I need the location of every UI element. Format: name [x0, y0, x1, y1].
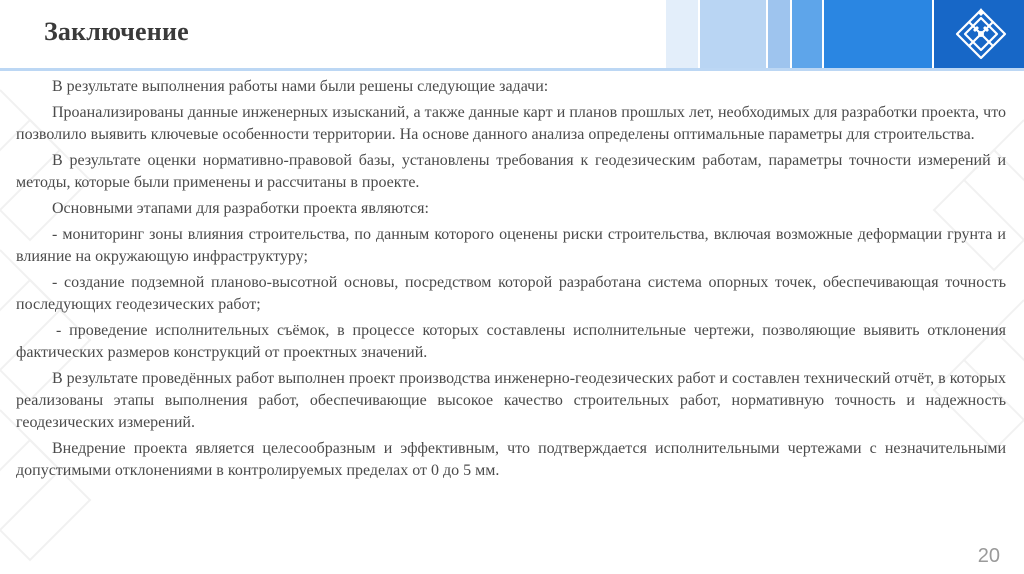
header-stripe	[824, 0, 932, 68]
paragraph: В результате оценки нормативно-правовой базы, установлены требования к геодезическим работам, параметры точности измерений и методы, которые были применены и рассчитаны в проекте.	[16, 152, 1006, 191]
paragraph: В результате проведённых работ выполнен проект производства инженерно-геодезических работ и составлен технический отчёт, в которых реализованы этапы выполнения работ, обеспечивающие высокое качество строительных работ, нормативную точность и надежность геодезических измерений.	[16, 370, 1006, 431]
slide-title: Заключение	[44, 17, 189, 46]
mining-university-emblem-icon	[953, 6, 1009, 62]
header-stripe	[666, 0, 698, 68]
list-item: - создание подземной планово-высотной основы, посредством которой разработана система опорных точек, обеспечивающая точность последующих геодезических работ;	[16, 274, 1006, 313]
slide-header	[0, 0, 1024, 72]
paragraph: Проанализированы данные инженерных изысканий, а также данные карт и планов прошлых лет, необходимых для разработки проекта, что позволило выявить ключевые особенности территории. На основе данного анализа определены оптимальные параметры для строительства.	[16, 104, 1006, 143]
paragraph: В результате выполнения работы нами были решены следующие задачи:	[52, 78, 549, 95]
conclusion-text	[16, 76, 1006, 486]
header-stripe	[792, 0, 822, 68]
header-stripe	[700, 0, 766, 68]
paragraph: Внедрение проекта является целесообразным и эффективным, что подтверждается исполнительными чертежами с незначительными допустимыми отклонениями в контролируемых пределах от 0 до 5 мм.	[16, 440, 1006, 479]
header-stripe	[768, 0, 790, 68]
list-item: - проведение исполнительных съёмок, в процессе которых составлены исполнительные чертежи, позволяющие выявить отклонения фактических размеров конструкций от проектных значений.	[16, 322, 1006, 361]
header-divider	[0, 68, 1024, 71]
paragraph: Основными этапами для разработки проекта являются:	[52, 200, 429, 217]
list-item: - мониторинг зоны влияния строительства, по данным которого оценены риски строительства, включая возможные деформации грунта и влияние на окружающую инфраструктуру;	[16, 226, 1006, 265]
page-number: 20	[977, 545, 1000, 567]
